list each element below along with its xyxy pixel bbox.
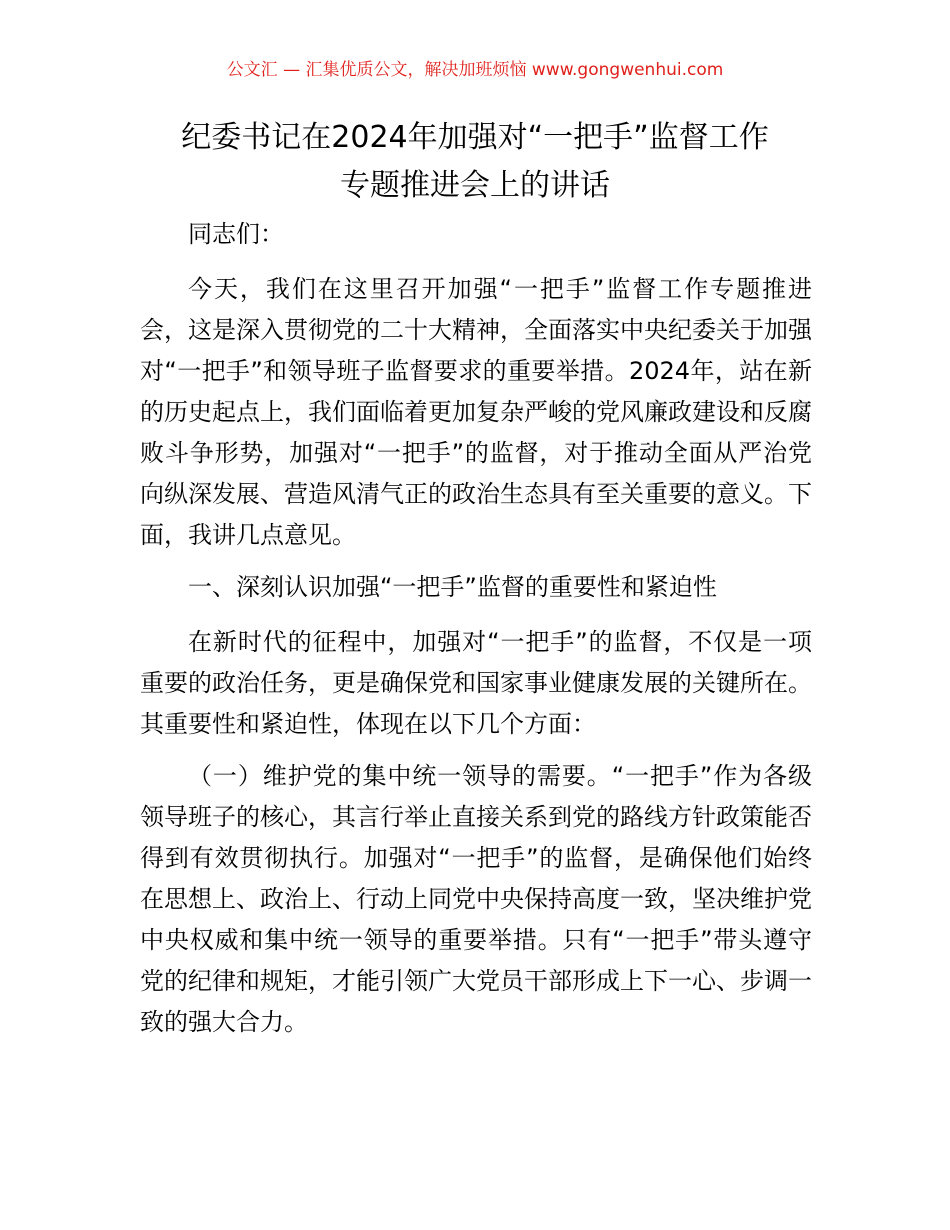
paragraph-point-one: （一）维护党的集中统一领导的需要。“一把手”作为各级领导班子的核心，其言行举止直接关系到党的路线方针政策能否得到有效贯彻执行。加强对“一把手”的监督，是确保他们始终在思想上、政治上、行动上同党中央保持高度一致，坚决维护党中央权威和集中统一领导的重要举措。只有“一把手”带头遵守党的纪律和规矩，才能引领广大党员干部形成上下一心、步调一致的强大合力。 — [140, 762, 812, 1036]
document-body — [140, 214, 812, 1054]
greeting: 同志们： — [188, 220, 284, 248]
section-heading: 一、深刻认识加强“一把手”监督的重要性和紧迫性 — [188, 573, 717, 601]
paragraph-intro: 今天，我们在这里召开加强“一把手”监督工作专题推进会，这是深入贯彻党的二十大精神，全面落实中央纪委关于加强对“一把手”和领导班子监督要求的重要举措。2024年，站在新的历史起点上，我们面临着更加复杂严峻的党风廉政建设和反腐败斗争形势，加强对“一把手”的监督，对于推动全面从严治党向纵深发展、营造风清气正的政治生态具有至关重要的意义。下面，我讲几点意见。 — [140, 275, 812, 549]
title-line-1: 纪委书记在2024年加强对“一把手”监督工作 — [181, 120, 769, 155]
title-line-2: 专题推进会上的讲话 — [340, 168, 610, 203]
document-title — [100, 114, 850, 210]
site-banner: 公文汇 — 汇集优质公文，解决加班烦恼 www.gongwenhui.com — [226, 60, 724, 80]
paragraph-section-intro: 在新时代的征程中，加强对“一把手”的监督，不仅是一项重要的政治任务，更是确保党和国家事业健康发展的关键所在。其重要性和紧迫性，体现在以下几个方面： — [140, 628, 812, 738]
